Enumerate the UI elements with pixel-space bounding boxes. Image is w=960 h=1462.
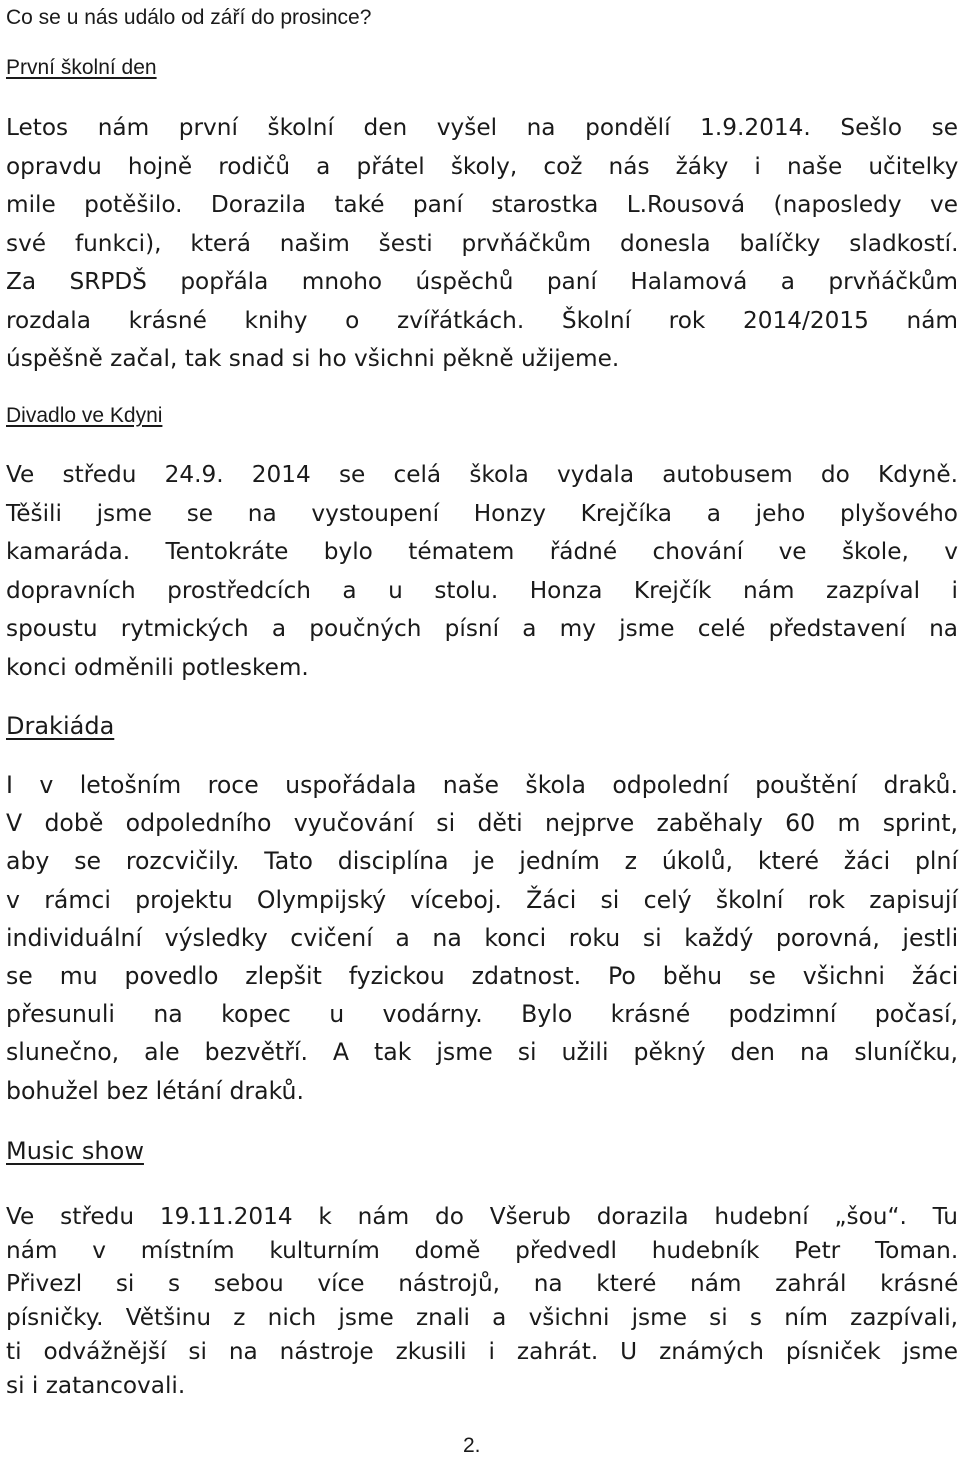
section-text-music-show: [6, 1200, 958, 1402]
section-heading-music-show: Music show: [6, 1137, 144, 1165]
text-line: své funkci), která našim šesti prvňáčkům donesla balíčky sladkostí.: [6, 229, 959, 257]
text-line: konci odměnili potleskem.: [6, 653, 309, 681]
text-line: se mu povedlo zlepšit fyzickou zdatnost. Po běhu se všichni žáci: [6, 962, 959, 991]
section-heading-theatre-kdyne: Divadlo ve Kdyni: [6, 404, 163, 427]
text-line: slunečno, ale bezvětří. A tak jsme si užili pěkný den na sluníčku,: [6, 1038, 958, 1067]
section-heading-first-school-day: První školní den: [6, 56, 157, 79]
text-line: spoustu rytmických a poučných písní a my jsme celé představení na: [6, 615, 958, 643]
section-text-drakiada: [6, 766, 958, 1110]
text-line: bohužel bez létání draků.: [6, 1076, 304, 1105]
text-line: úspěšně začal, tak snad si ho všichni pěkně užijeme.: [6, 345, 620, 372]
text-line: Ve středu 19.11.2014 k nám do Všerub dorazila hudební „šou“. Tu: [6, 1203, 958, 1230]
text-line: aby se rozcvičily. Tato disciplína je jedním z úkolů, které žáci plní: [6, 847, 958, 876]
text-line: dopravních prostředcích a u stolu. Honza Krejčík nám zazpíval i: [6, 576, 958, 604]
page-number: 2.: [463, 1434, 481, 1457]
text-line: mile potěšilo. Dorazila také paní starostka L.Rousová (naposledy ve: [6, 191, 958, 218]
text-line: přesunuli na kopec u vodárny. Bylo krásné podzimní počasí,: [6, 1000, 958, 1029]
text-line: ti odvážnější si na nástroje zkusili i zahrát. U známých písniček jsme: [6, 1337, 958, 1365]
text-line: Ve středu 24.9. 2014 se celá škola vydala autobusem do Kdyně.: [6, 461, 958, 488]
text-line: v rámci projektu Olympijský víceboj. Žáci si celý školní rok zapisují: [6, 885, 958, 914]
text-line: Za SRPDŠ popřála mnoho úspěchů paní Halamová a prvňáčkům: [6, 268, 958, 295]
text-line: individuální výsledky cvičení a na konci roku si každý porovná, jestli: [6, 923, 959, 952]
section-heading-drakiada: Drakiáda: [6, 712, 115, 740]
text-line: opravdu hojně rodičů a přátel školy, což nás žáky i naše učitelky: [6, 152, 959, 180]
text-line: rozdala krásné knihy o zvířátkách. Školní rok 2014/2015 nám: [6, 306, 958, 334]
text-line: Přivezl si s sebou více nástrojů, na které nám zahrál krásné: [6, 1270, 959, 1298]
text-line: Letos nám první školní den vyšel na pondělí 1.9.2014. Sešlo se: [6, 114, 958, 141]
text-line: V době odpoledního vyučování si děti nejprve zaběhaly 60 m sprint,: [6, 809, 958, 838]
section-text-theatre-kdyne: [6, 456, 958, 688]
text-line: I v letošním roce uspořádala naše škola odpolední pouštění draků.: [6, 771, 958, 799]
document-title: Co se u nás událo od září do prosince?: [6, 6, 372, 29]
text-line: nám v místním kulturním domě předvedl hudebník Petr Toman.: [6, 1236, 959, 1264]
section-text-first-school-day: [6, 109, 958, 379]
text-line: Těšili jsme se na vystoupení Honzy Krejčíka a jeho plyšového: [6, 499, 958, 527]
text-line: si i zatancovali.: [6, 1371, 186, 1399]
text-line: kamaráda. Tentokráte bylo tématem řádné chování ve škole, v: [6, 538, 958, 566]
text-line: písničky. Většinu z nich jsme znali a všichni jsme si s ním zazpívali,: [6, 1304, 959, 1332]
